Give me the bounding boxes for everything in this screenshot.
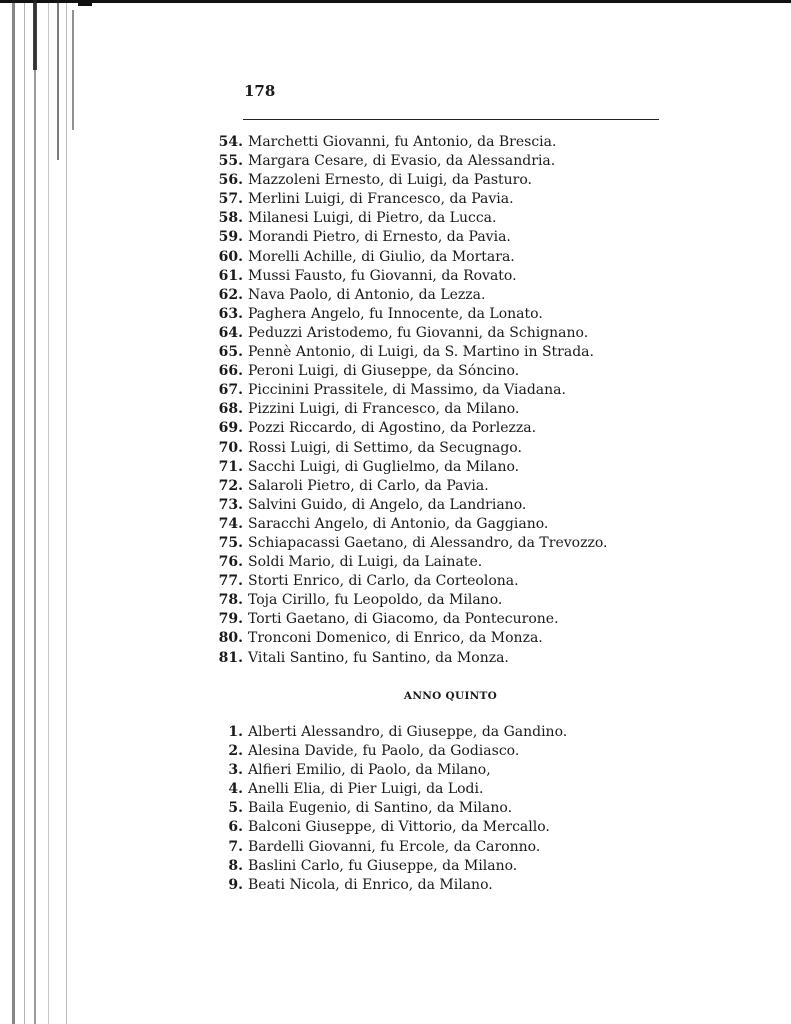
entry-text: Piccinini Prassitele, di Massimo, da Viadana. [248,382,566,399]
entry-text: Salaroli Pietro, di Carlo, da Pavia. [248,477,489,494]
entry-text: Sacchi Luigi, di Guglielmo, da Milano. [248,458,520,475]
entry-text: Anelli Elia, di Pier Luigi, da Lodi. [248,781,484,798]
list-entry [216,572,607,591]
list-entry [216,439,607,458]
entry-number: 77. [218,573,243,590]
entry-text: Bardelli Giovanni, fu Ercole, da Caronno. [248,838,541,855]
entry-number: 61. [218,267,243,284]
entry-number: 58. [218,210,243,227]
entry-text: Alfieri Emilio, di Paolo, da Milano, [248,762,491,779]
list-entry [216,209,607,228]
entry-number: 56. [218,172,243,189]
entry-number: 6. [228,819,243,836]
entry-number: 57. [218,191,243,208]
entry-number: 59. [218,229,243,246]
entry-text: Baslini Carlo, fu Giuseppe, da Milano. [248,857,518,874]
entry-text: Alesina Davide, fu Paolo, da Godiasco. [248,743,520,760]
list-entry [216,723,567,742]
entry-number: 80. [218,630,243,647]
list-entry [216,838,567,857]
entry-text: Soldi Mario, di Luigi, da Lainate. [248,554,483,571]
list-entry [216,133,607,152]
entry-number: 68. [218,401,243,418]
entry-text: Rossi Luigi, di Settimo, da Secugnago. [248,439,522,456]
list-entry [216,400,607,419]
student-list-bottom [216,723,567,895]
entry-number: 64. [218,324,243,341]
entry-number: 8. [228,857,243,874]
entry-number: 1. [228,724,243,740]
list-entry [216,477,607,496]
list-entry [216,629,607,648]
entry-text: Tronconi Domenico, di Enrico, da Monza. [248,630,543,647]
entry-number: 60. [218,248,243,265]
list-entry [216,419,607,438]
entry-text: Vitali Santino, fu Santino, da Monza. [248,649,509,666]
entry-number: 72. [218,477,243,494]
entry-text: Mussi Fausto, fu Giovanni, da Rovato. [248,267,517,284]
list-entry [216,818,567,837]
list-entry [216,305,607,324]
entry-text: Storti Enrico, di Carlo, da Corteolona. [248,573,519,590]
entry-number: 71. [218,458,243,475]
list-entry [216,324,607,343]
entry-number: 79. [218,611,243,628]
entry-text: Morandi Pietro, di Ernesto, da Pavia. [248,229,511,246]
entry-text: Pozzi Riccardo, di Agostino, da Porlezza. [248,420,537,437]
scan-binding-edge [0,0,92,1024]
entry-number: 70. [218,439,243,456]
entry-text: Merlini Luigi, di Francesco, da Pavia. [248,191,514,208]
list-entry [216,286,607,305]
entry-number: 75. [218,534,243,551]
entry-number: 69. [218,420,243,437]
entry-number: 76. [218,554,243,571]
entry-number: 55. [218,153,243,170]
entry-text: Marchetti Giovanni, fu Antonio, da Brescia. [248,134,557,150]
entry-text: Schiapacassi Gaetano, di Alessandro, da Trevozzo. [248,534,608,551]
entry-number: 65. [218,344,243,361]
list-entry [216,515,607,534]
list-entry [216,761,567,780]
list-entry [216,171,607,190]
entry-text: Saracchi Angelo, di Antonio, da Gaggiano. [248,515,549,532]
entry-text: Baila Eugenio, di Santino, da Milano. [248,800,513,817]
list-entry [216,799,567,818]
entry-number: 7. [228,838,243,855]
list-entry [216,780,567,799]
entry-number: 73. [218,496,243,513]
entry-number: 63. [218,305,243,322]
entry-text: Nava Paolo, di Antonio, da Lezza. [248,286,486,303]
list-entry [216,228,607,247]
entry-text: Pennè Antonio, di Luigi, da S. Martino in Strada. [248,344,594,361]
entry-text: Peroni Luigi, di Giuseppe, da Sóncino. [248,363,520,380]
entry-text: Beati Nicola, di Enrico, da Milano. [248,876,493,893]
list-entry [216,876,567,895]
page-number: 178 [244,82,276,100]
list-entry [216,591,607,610]
list-entry [216,362,607,381]
entry-number: 66. [218,363,243,380]
entry-text: Morelli Achille, di Giulio, da Mortara. [248,248,515,265]
entry-text: Milanesi Luigi, di Pietro, da Lucca. [248,210,497,227]
entry-number: 3. [228,762,243,779]
list-entry [216,610,607,629]
scan-top-edge [0,0,791,3]
list-entry [216,553,607,572]
entry-number: 9. [228,876,243,893]
entry-text: Mazzoleni Ernesto, di Luigi, da Pasturo. [248,172,532,189]
header-rule [243,119,659,120]
entry-number: 74. [218,515,243,532]
entry-text: Pizzini Luigi, di Francesco, da Milano. [248,401,520,418]
list-entry [216,152,607,171]
entry-text: Toja Cirillo, fu Leopoldo, da Milano. [248,592,503,609]
list-entry [216,190,607,209]
entry-number: 62. [218,286,243,303]
entry-number: 2. [228,743,243,760]
entry-text: Margara Cesare, di Evasio, da Alessandria. [248,153,556,170]
list-entry [216,267,607,286]
entry-text: Paghera Angelo, fu Innocente, da Lonato. [248,305,543,322]
list-entry [216,343,607,362]
entry-text: Salvini Guido, di Angelo, da Landriano. [248,496,527,513]
entry-number: 81. [218,649,243,666]
entry-number: 67. [218,382,243,399]
entry-number: 78. [218,592,243,609]
entry-text: Balconi Giuseppe, di Vittorio, da Mercallo. [248,819,550,836]
list-entry [216,496,607,515]
entry-number: 54. [218,134,243,150]
student-list-top [216,133,607,668]
list-entry [216,381,607,400]
list-entry [216,857,567,876]
list-entry [216,534,607,553]
entry-text: Torti Gaetano, di Giacomo, da Pontecurone. [248,611,559,628]
list-entry [216,458,607,477]
section-heading: ANNO QUINTO [403,690,498,702]
list-entry [216,649,607,668]
entry-text: Peduzzi Aristodemo, fu Giovanni, da Schignano. [248,324,589,341]
list-entry [216,248,607,267]
entry-text: Alberti Alessandro, di Giuseppe, da Gandino. [248,724,568,740]
entry-number: 5. [228,800,243,817]
entry-number: 4. [228,781,243,798]
list-entry [216,742,567,761]
